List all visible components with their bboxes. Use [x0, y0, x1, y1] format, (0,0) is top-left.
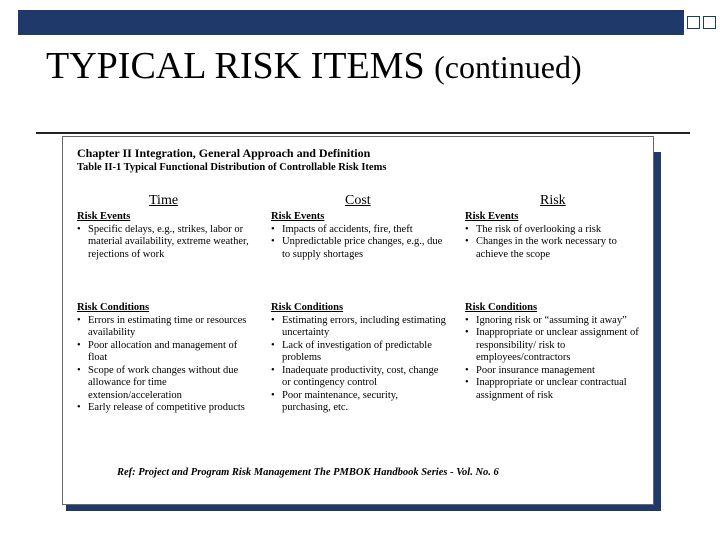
- table-heading: Table II-1 Typical Functional Distribution of Controllable Risk Items: [77, 162, 387, 173]
- title-bar: [18, 10, 684, 35]
- slide-title-main: TYPICAL RISK ITEMS: [46, 45, 425, 87]
- column-time-conditions: [77, 302, 257, 415]
- risk-conditions-label: Risk Conditions: [77, 302, 150, 313]
- corner-square: [703, 16, 716, 29]
- list-item: • Scope of work changes without due allowance for time extension/acceleration: [77, 365, 257, 403]
- column-risk-conditions: [465, 302, 647, 402]
- divider: [36, 132, 690, 134]
- list-item: • Inappropriate or unclear assignment of responsibility/ risk to employees/contractors: [465, 327, 647, 365]
- list-item: • Errors in estimating time or resources availability: [77, 315, 257, 340]
- slide-title-suffix: (continued): [434, 49, 582, 85]
- column-cost-conditions: [271, 302, 449, 415]
- risk-conditions-label: Risk Conditions: [465, 302, 538, 313]
- list-item: • Lack of investigation of predictable problems: [271, 340, 449, 365]
- list-item: • Poor allocation and management of float: [77, 340, 257, 365]
- corner-square: [687, 16, 700, 29]
- list-item: • Inappropriate or unclear contractual assignment of risk: [465, 377, 647, 402]
- risk-events-label: Risk Events: [77, 211, 131, 222]
- risk-events-label: Risk Events: [271, 211, 325, 222]
- list-item: • Poor maintenance, security, purchasing, etc.: [271, 390, 449, 415]
- document-image: [62, 136, 654, 505]
- list-item: • Estimating errors, including estimating uncertainty: [271, 315, 449, 340]
- slide-title: [46, 47, 582, 85]
- list-item: • Specific delays, e.g., strikes, labor or material availability, extreme weather, rejections of work: [77, 224, 255, 262]
- list-item: • Poor insurance management: [465, 365, 647, 378]
- column-cost-events: [271, 211, 451, 261]
- reference-citation: Ref: Project and Program Risk Management The PMBOK Handbook Series - Vol. No. 6: [117, 467, 499, 478]
- list-item: • Changes in the work necessary to achieve the scope: [465, 236, 647, 261]
- list-item: • Unpredictable price changes, e.g., due to supply shortages: [271, 236, 451, 261]
- column-header-cost: Cost: [345, 193, 371, 208]
- list-item: • Inadequate productivity, cost, change or contingency control: [271, 365, 449, 390]
- column-header-risk: Risk: [540, 193, 566, 208]
- list-item: • The risk of overlooking a risk: [465, 224, 647, 237]
- list-item: • Early release of competitive products: [77, 402, 257, 415]
- risk-conditions-label: Risk Conditions: [271, 302, 344, 313]
- list-item: • Impacts of accidents, fire, theft: [271, 224, 451, 237]
- column-time-events: [77, 211, 255, 261]
- column-header-time: Time: [149, 193, 179, 208]
- chapter-heading: Chapter II Integration, General Approach and Definition: [77, 146, 371, 160]
- risk-events-label: Risk Events: [465, 211, 519, 222]
- column-risk-events: [465, 211, 647, 261]
- list-item: • Ignoring risk or “assuming it away”: [465, 315, 647, 328]
